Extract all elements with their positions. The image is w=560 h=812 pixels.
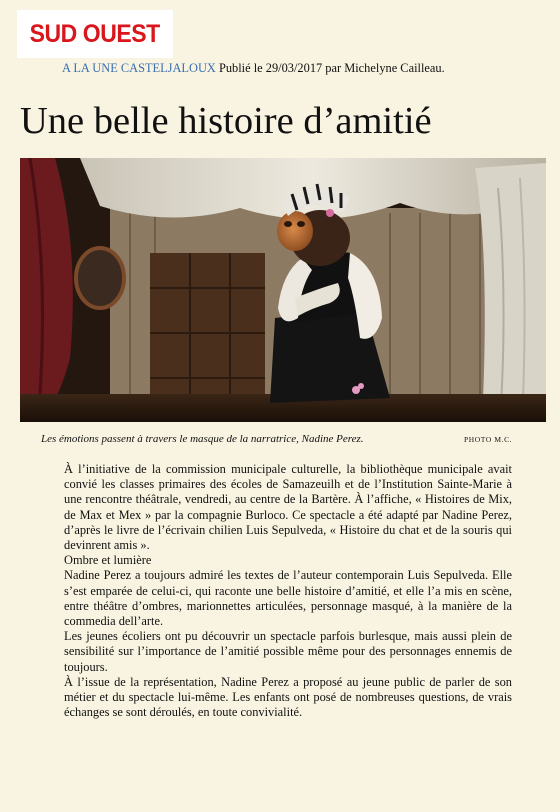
article-subheading: Ombre et lumière	[64, 553, 152, 568]
photo-caption: Les émotions passent à travers le masque de la narratrice, Nadine Perez.	[41, 433, 364, 445]
logo-text: SUD OUEST	[29, 19, 161, 48]
publication-byline: Publié le 29/03/2017 par Michelyne Cailleau.	[215, 61, 445, 75]
article-paragraph: Nadine Perez a toujours admiré les textes de l’auteur contemporain Luis Sepulveda. Elle s’est emparée de celui-ci, qui raconte une belle histoire d’amitié, et elle l’a mis en scène, entre théâtre d’ombres, marionnettes articulées, personnage masqué, à la manière de la commedia dell’arte.	[64, 568, 512, 629]
article-headline: Une belle histoire d’amitié	[20, 100, 432, 142]
rubric-link[interactable]: A LA UNE CASTELJALOUX	[62, 61, 216, 75]
article-paragraph: Les jeunes écoliers ont pu découvrir un spectacle parfois burlesque, mais aussi plein de sensibilité sur l’importance de l’amitié possible même pour des personnages ennemis de toujours.	[64, 629, 512, 674]
sud-ouest-logo[interactable]	[17, 10, 173, 58]
article-meta	[62, 61, 445, 76]
article-photo	[20, 158, 546, 422]
article-paragraph: À l’issue de la représentation, Nadine Perez a proposé au jeune public de parler de son métier et du spectacle lui-même. Les enfants ont posé de nombreuses questions, de vrais échanges se sont déroulés, en toute convivialité.	[64, 674, 512, 720]
article-paragraph: À l’initiative de la commission municipale culturelle, la bibliothèque municipale avait convié les classes primaires des écoles de Samazeuilh et de l’Institution Sainte-Marie à une rencontre théâtrale, vendredi, au centre de la Bartère. À l’affiche, « Histoires de Mix, de Max et Mex » par la compagnie Burloco. Ce spectacle a été adapté par Nadine Perez, d’après le livre de l’écrivain chilien Luis Sepulveda, « Histoire du chat et de la souris qui devinrent amis ».	[64, 462, 512, 553]
article-body	[64, 462, 512, 720]
photo-credit: PHOTO M.C.	[464, 435, 513, 444]
